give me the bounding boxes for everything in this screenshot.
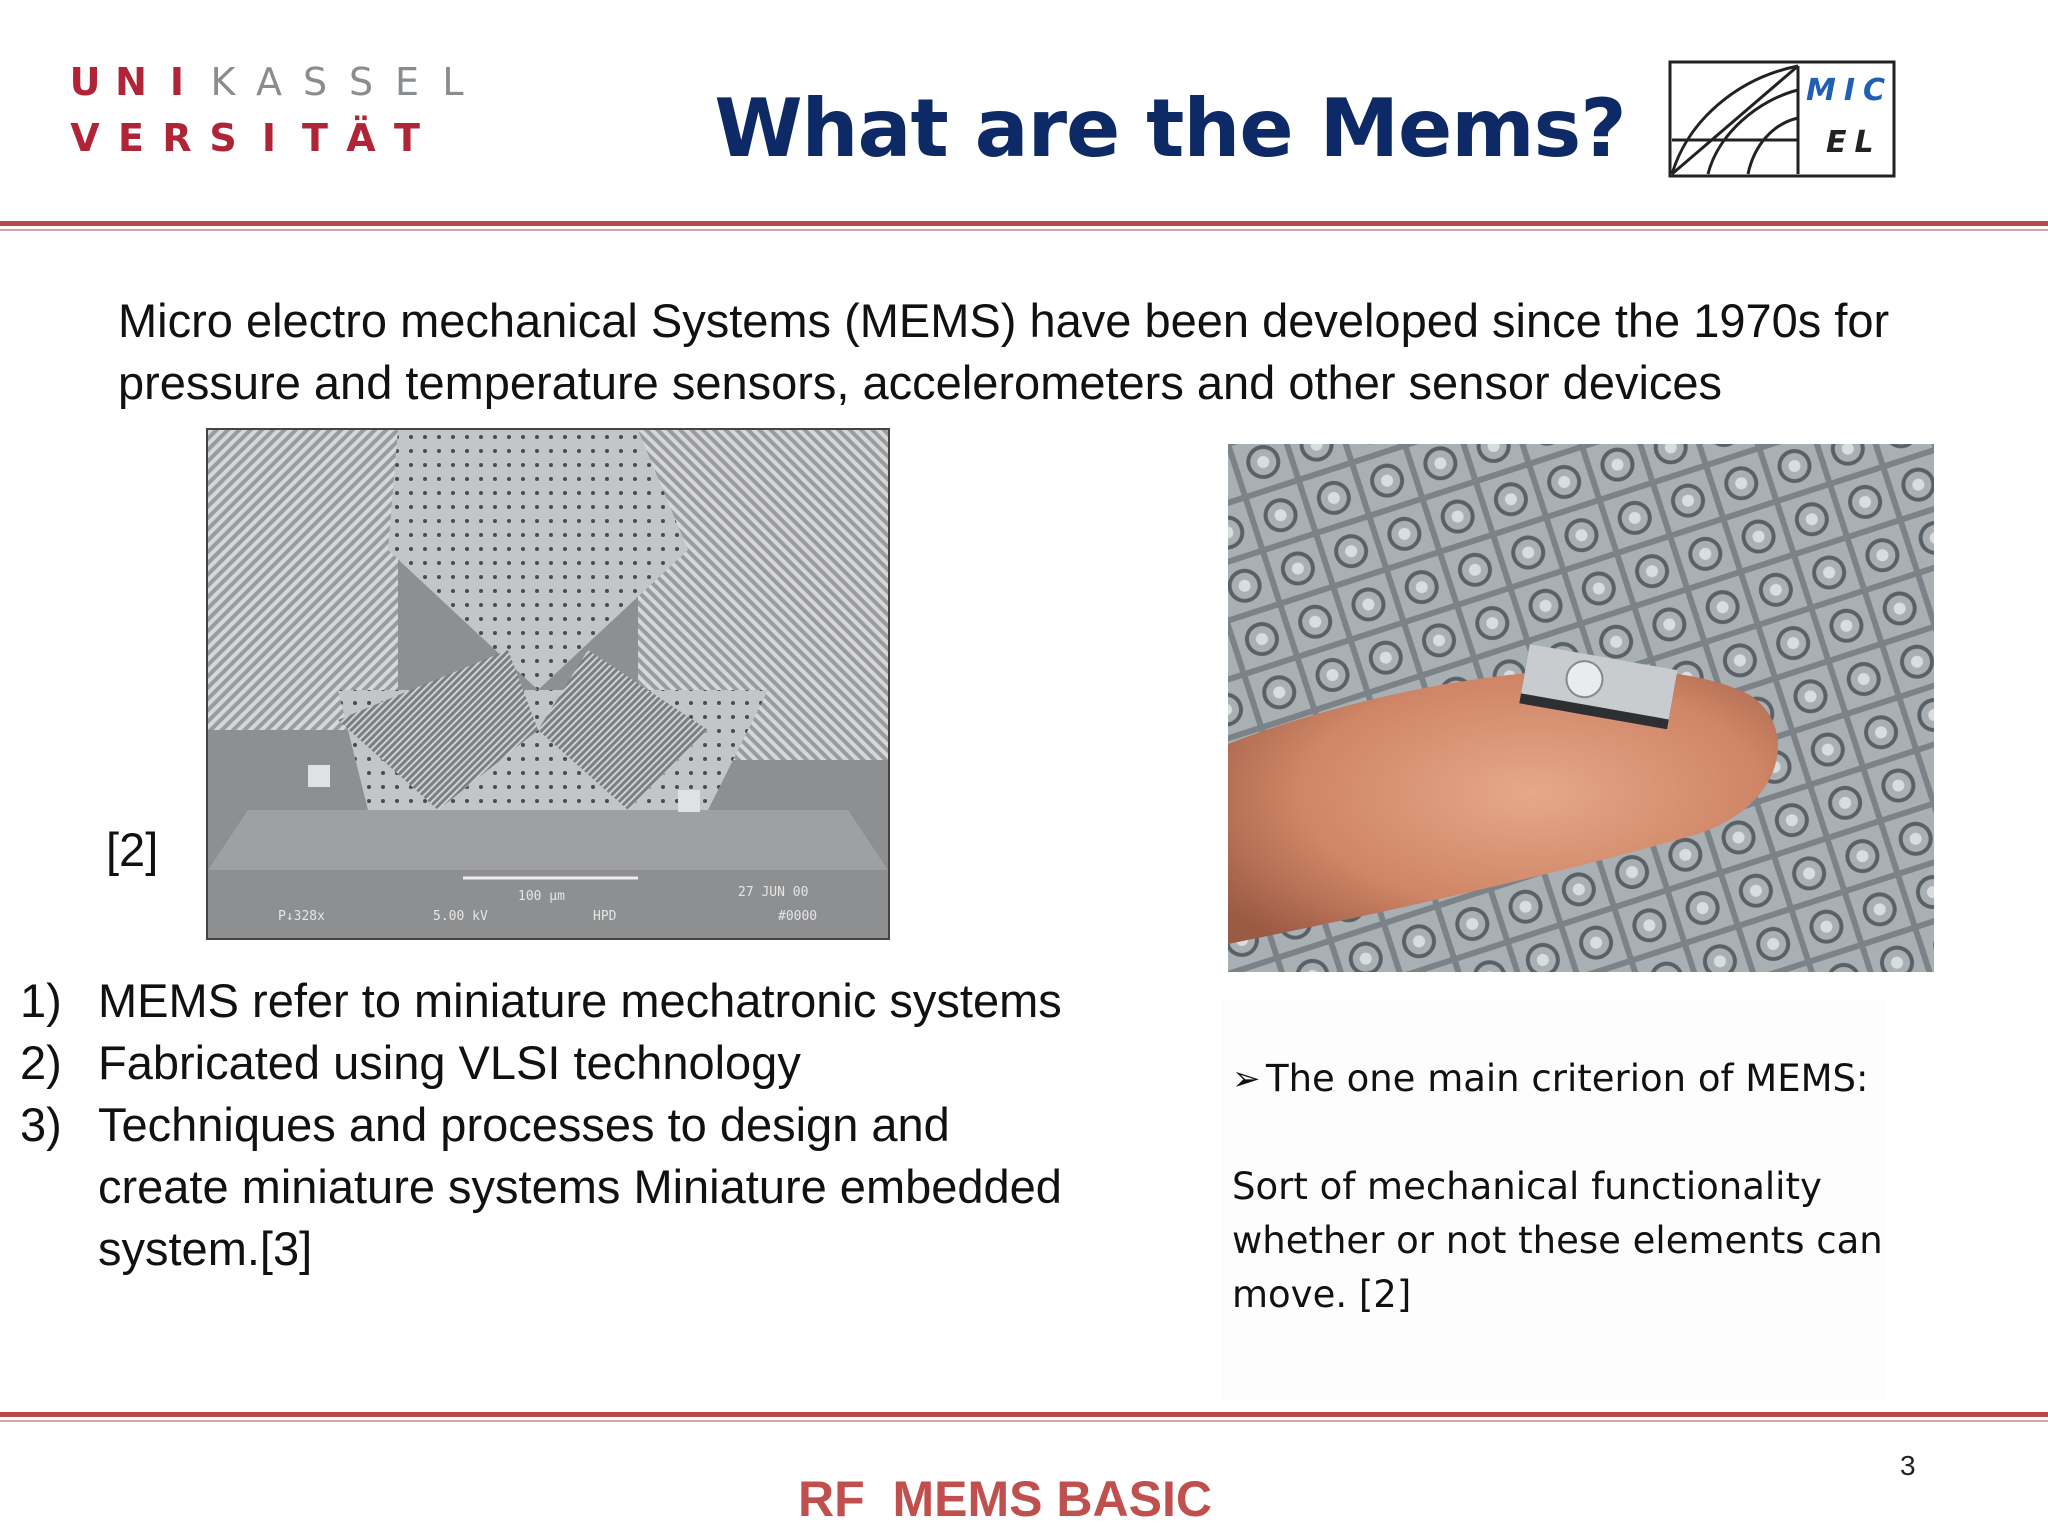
sem-image-reference: [2]: [106, 823, 159, 876]
mems-definition-list: [20, 970, 1080, 1280]
criterion-body: Sort of mechanical functionality whether or not these elements can move. [2]: [1232, 1165, 1883, 1316]
criterion-heading: The one main criterion of MEMS:: [1266, 1057, 1869, 1100]
arrow-bullet-icon: ➢: [1232, 1059, 1261, 1099]
list-item: 3) Techniques and processes to design and create miniature systems Miniature embedded system.[3]: [20, 1098, 1062, 1275]
footer-divider: [0, 1412, 2048, 1417]
logo-letter: T: [302, 116, 328, 160]
logo-letter: V: [70, 116, 100, 160]
logo-letter: L: [442, 60, 464, 104]
logo-letter: K: [210, 60, 236, 104]
slide-title: What are the Mems?: [714, 82, 1626, 175]
logo-letter: N: [115, 60, 147, 104]
logo-letter: T: [394, 116, 420, 160]
footer-title: RF MEMS BASIC: [798, 1471, 1212, 1527]
logo-letter: E: [118, 116, 144, 160]
micel-logo: [1668, 60, 1896, 178]
sem-caption-date: 27 JUN 00: [738, 885, 809, 900]
sem-caption-id: #0000: [778, 909, 818, 924]
logo-letter: U: [69, 60, 101, 104]
micel-logo-line-1: MIC: [1806, 73, 1894, 108]
logo-letter: S: [302, 60, 328, 104]
logo-letter: R: [162, 116, 192, 160]
logo-letter: I: [261, 116, 277, 160]
list-item: 2) Fabricated using VLSI technology: [20, 1036, 801, 1089]
sem-caption-scale: 100 µm: [518, 889, 565, 904]
mems-chip-on-finger-photo: [1228, 444, 1934, 972]
list-item: 1) MEMS refer to miniature mechatronic systems: [20, 974, 1062, 1027]
intro-paragraph: Micro electro mechanical Systems (MEMS) have been developed since the 1970s for pressure and temperature sensors, accelerometers and other sensor devices: [118, 294, 1890, 409]
criterion-text: [1232, 1052, 1892, 1322]
logo-letter: S: [209, 116, 237, 160]
micel-logo-line-2: EL: [1826, 125, 1882, 160]
logo-letter: Ä: [346, 116, 376, 160]
university-logo: [62, 60, 532, 200]
footer-divider-thin: [0, 1420, 2048, 1422]
header-divider: [0, 221, 2048, 226]
logo-letter: E: [394, 60, 419, 104]
university-logo-row-1: [62, 60, 476, 104]
sem-caption-magnification: P↓328x: [278, 909, 325, 924]
logo-letter: S: [348, 60, 374, 104]
university-logo-row-2: [62, 116, 430, 160]
sem-caption-voltage: 5.00 kV: [433, 909, 488, 924]
header-divider-thin: [0, 229, 2048, 231]
logo-letter: A: [256, 60, 282, 104]
sem-micrograph-image: [206, 428, 890, 940]
page-number: 3: [1900, 1450, 1916, 1481]
logo-letter: I: [169, 60, 185, 104]
sem-caption-mode: HPD: [593, 909, 617, 924]
